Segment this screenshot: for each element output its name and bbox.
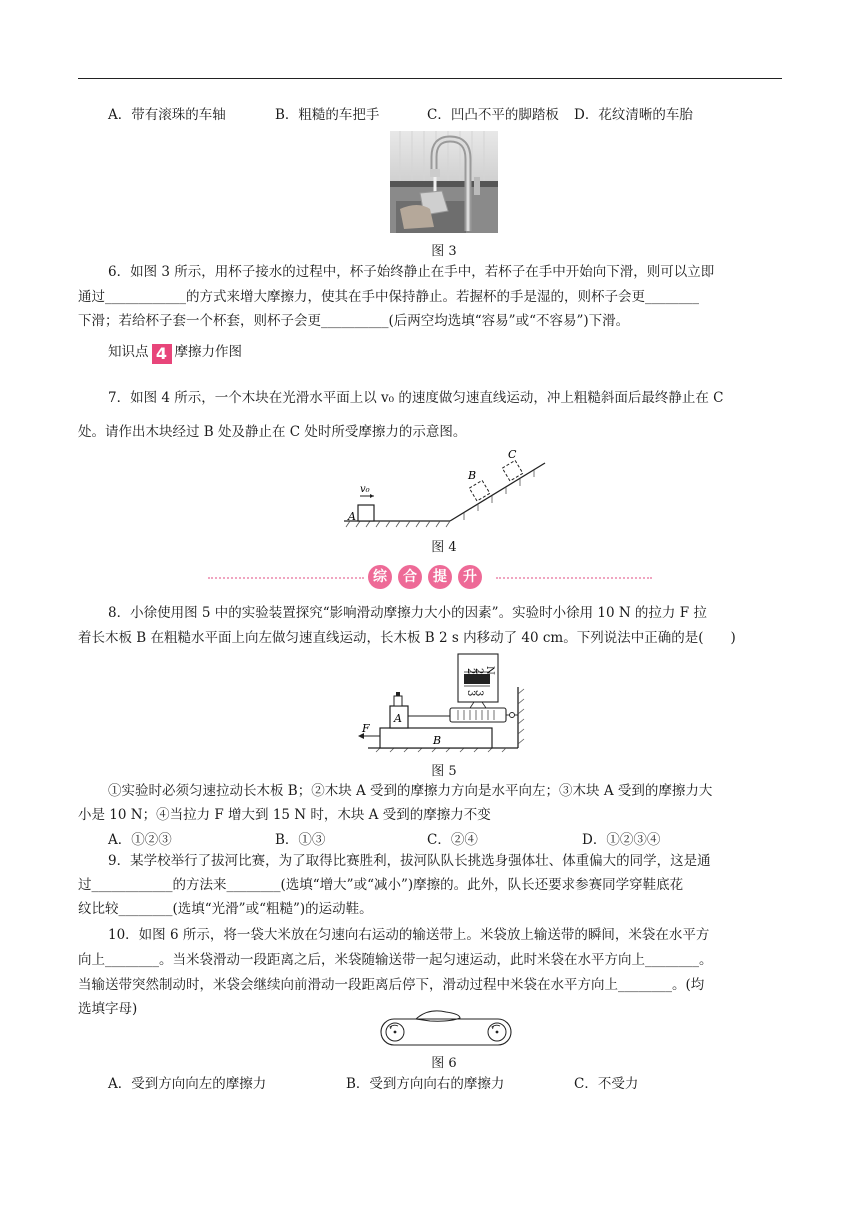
q9-line-2: 过____________的方法来________(选填“增大”或“减小”)摩擦的。此外，队长还要求参赛同学穿鞋底花 [78,877,684,893]
fig4-label-a: A [348,510,356,523]
banner-char-2: 合 [398,565,422,589]
q9-line-1: 9．某学校举行了拔河比赛，为了取得比赛胜利，拔河队队长挑选身强体壮、体重偏大的同学，这是通 [108,853,711,869]
header-rule [78,78,782,79]
fig4-label-b: B [468,469,477,482]
q10-option-c: C．不受力 [574,1076,639,1092]
section-divider-left [208,577,364,579]
fig4-label-v0: v₀ [360,484,370,495]
q5-option-a: A．带有滚珠的车轴 [108,107,226,123]
section-banner [368,565,482,589]
fig5-label-b: B [433,734,442,747]
figure-5-caption: 图 5 [431,764,457,779]
q10-line-4: 选填字母) [78,1001,138,1017]
q6-line-1: 6．如图 3 所示，用杯子接水的过程中，杯子始终静止在手中，若杯子在手中开始向下滑，则可以立即 [108,264,715,280]
q5-option-c: C．凹凸不平的脚踏板 [427,107,559,123]
q8-statement-line-2: 小是 10 N；④当拉力 F 增大到 15 N 时，木块 A 受到的摩擦力不变 [78,807,491,823]
fig5-scale-num-4: 3 [473,690,484,697]
q10-option-a: A．受到方向向左的摩擦力 [108,1076,267,1092]
fig5-label-a: A [394,712,402,725]
q8-option-a: A．①②③ [108,832,172,848]
q8-option-c: C．②④ [427,832,478,848]
q8-statement-line-1: ①实验时必须匀速拉动长木板 B；②木块 A 受到的摩擦力方向是水平向左；③木块 A 受到的摩擦力大 [108,783,713,799]
banner-char-1: 综 [368,565,392,589]
fig4-label-c: C [508,448,517,461]
q10-line-1: 10．如图 6 所示，将一袋大米放在匀速向右运动的输送带上。米袋放上输送带的瞬间，米袋在水平方 [108,927,710,943]
q7-line-1: 7．如图 4 所示，一个木块在光滑水平面上以 v₀ 的速度做匀速直线运动，冲上粗糙斜面后最终静止在 C [108,390,724,406]
q10-line-3: 当输送带突然制动时，米袋会继续向前滑动一段距离后停下，滑动过程中米袋在水平方向上________。(均 [78,977,705,993]
q10-line-2: 向上________。当米袋滑动一段距离之后，米袋随输送带一起匀速运动，此时米袋在水平方向上________。 [78,952,713,968]
knowledge-point-number-badge: 4 [152,344,172,364]
q9-line-3: 纹比较________(选填“光滑”或“粗糙”)的运动鞋。 [78,901,373,917]
section-divider-right [496,577,652,579]
q6-line-3: 下滑；若给杯子套一个杯套，则杯子会更__________(后两空均选填“容易”或“不容易”)下滑。 [78,313,630,329]
q7-line-2: 处。请作出木块经过 B 处及静止在 C 处时所受摩擦力的示意图。 [78,424,467,440]
q8-option-b: B．①③ [275,832,326,848]
fig5-label-f: F [362,722,370,735]
figure-3-caption: 图 3 [431,244,457,259]
figure-5-friction-apparatus [350,652,534,752]
figure-4-caption: 图 4 [431,540,457,555]
figure-6-conveyor-belt [380,1010,512,1050]
q5-option-d: D．花纹清晰的车胎 [574,107,693,123]
fig5-scale-num-2: 2 [473,668,484,675]
figure-3-faucet-photo [390,131,498,233]
fig5-scale-num-1: 2 [465,668,476,675]
fig5-scale-num-3: 3 [465,690,476,697]
q6-line-2: 通过____________的方式来增大摩擦力，使其在手中保持静止。若握杯的手是湿的，则杯子会更________ [78,289,699,305]
knowledge-point-4-heading [108,343,242,364]
banner-char-4: 升 [458,565,482,589]
banner-char-3: 提 [428,565,452,589]
q5-option-b: B．粗糙的车把手 [275,107,380,123]
figure-6-caption: 图 6 [431,1056,457,1071]
q8-line-1: 8．小徐使用图 5 中的实验装置探究“影响滑动摩擦力大小的因素”。实验时小徐用 10 N 的拉力 F 拉 [108,605,707,621]
q8-line-2: 着长木板 B 在粗糙水平面上向左做匀速直线运动，长木板 B 2 s 内移动了 40 cm。下列说法中正确的是( ) [78,630,736,646]
figure-4-incline-diagram [340,445,550,530]
knowledge-point-label: 知识点 [108,344,149,360]
q10-option-b: B．受到方向向右的摩擦力 [346,1076,505,1092]
q8-option-d: D．①②③④ [582,832,661,848]
knowledge-point-title: 摩擦力作图 [174,344,242,360]
fig5-unit-n: N [484,666,495,675]
